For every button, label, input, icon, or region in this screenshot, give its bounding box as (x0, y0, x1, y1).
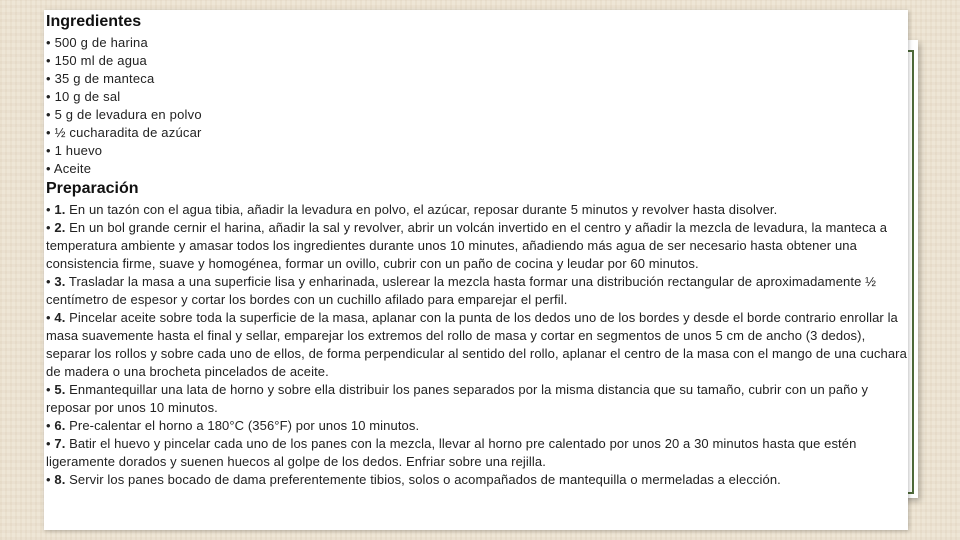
step-bullet: • (46, 382, 55, 397)
preparation-step (46, 201, 908, 219)
step-number: 1. (54, 202, 66, 217)
step-number: 4. (54, 310, 66, 325)
preparation-heading: Preparación (46, 180, 139, 197)
step-text: En un bol grande cernir el harina, añadir la sal y revolver, abrir un volcán invertido en el centro y añadir la mezcla de levadura, la manteca a temperatura ambiente y amasar todos los ingredientes durante unos 10 minutes, añadiendo más agua de ser necesario hasta obtener una consistencia firme, suave y homogénea, formar un ovillo, cubrir con un paño de cocina y leudar por 60 minutos. (46, 220, 888, 271)
ingredient-item: • 150 ml de agua (46, 53, 147, 68)
step-number: 5. (54, 382, 66, 397)
preparation-step (46, 417, 908, 435)
step-text: Pre-calentar el horno a 180°C (356°F) por unos 10 minutos. (65, 418, 420, 433)
step-bullet: • (46, 418, 55, 433)
preparation-step (46, 219, 908, 273)
step-bullet: • (46, 274, 55, 289)
step-text: En un tazón con el agua tibia, añadir la levadura en polvo, el azúcar, reposar durante 5 minutos y revolver hasta disolver. (65, 202, 778, 217)
step-bullet: • (46, 220, 55, 235)
recipe-content-box (44, 10, 908, 530)
ingredient-item: • 35 g de manteca (46, 71, 155, 86)
ingredient-item: • 10 g de sal (46, 89, 121, 104)
ingredient-item: • 500 g de harina (46, 35, 148, 50)
step-bullet: • (46, 436, 55, 451)
ingredient-item: • ½ cucharadita de azúcar (46, 125, 202, 140)
ingredient-item: • Aceite (46, 161, 92, 176)
ingredient-item: • 1 huevo (46, 143, 103, 158)
preparation-step (46, 381, 908, 417)
step-number: 8. (54, 472, 66, 487)
step-text: Pincelar aceite sobre toda la superficie de la masa, aplanar con la punta de los dedos uno de los bordes y desde el borde contrario enrollar la masa suavemente hasta el final y sellar, emparejar los extremos del rollo de masa y cortar en segmentos de unos 5 cm de ancho (3 dedos), separar los rollos y sobre cada uno de ellos, de forma perpendicular al sentido del rollo, aplanar el centro de la masa con el mango de una cuchara de madera o una brocheta pincelados de aceite. (46, 310, 907, 379)
step-text: Trasladar la masa a una superficie lisa y enharinada, uslerear la mezcla hasta formar una distribución rectangular de aproximadamente ½ centímetro de espesor y cortar los bordes con un cuchillo afilado para emparejar el perfil. (46, 274, 877, 307)
preparation-step (46, 309, 908, 381)
preparation-step (46, 435, 908, 471)
step-number: 6. (54, 418, 66, 433)
ingredients-list (46, 34, 908, 178)
step-text: Servir los panes bocado de dama preferentemente tibios, solos o acompañados de mantequilla o mermeladas a elección. (65, 472, 781, 487)
step-number: 7. (54, 436, 66, 451)
preparation-step (46, 471, 908, 489)
step-number: 2. (54, 220, 66, 235)
preparation-step (46, 273, 908, 309)
ingredients-heading: Ingredientes (46, 13, 142, 30)
recipe-inner (46, 12, 908, 489)
step-text: Enmantequillar una lata de horno y sobre ella distribuir los panes separados por la misma distancia que su tamaño, cubrir con un paño y reposar por unos 10 minutos. (46, 382, 869, 415)
step-bullet: • (46, 310, 55, 325)
step-bullet: • (46, 472, 55, 487)
step-bullet: • (46, 202, 55, 217)
step-number: 3. (54, 274, 66, 289)
step-text: Batir el huevo y pincelar cada uno de los panes con la mezcla, llevar al horno pre calentado por unos 20 a 30 minutos hasta que estén ligeramente dorados y suenen huecos al golpe de los dedos. Enfriar sobre una rejilla. (46, 436, 857, 469)
ingredient-item: • 5 g de levadura en polvo (46, 107, 202, 122)
preparation-steps-list (46, 201, 908, 489)
